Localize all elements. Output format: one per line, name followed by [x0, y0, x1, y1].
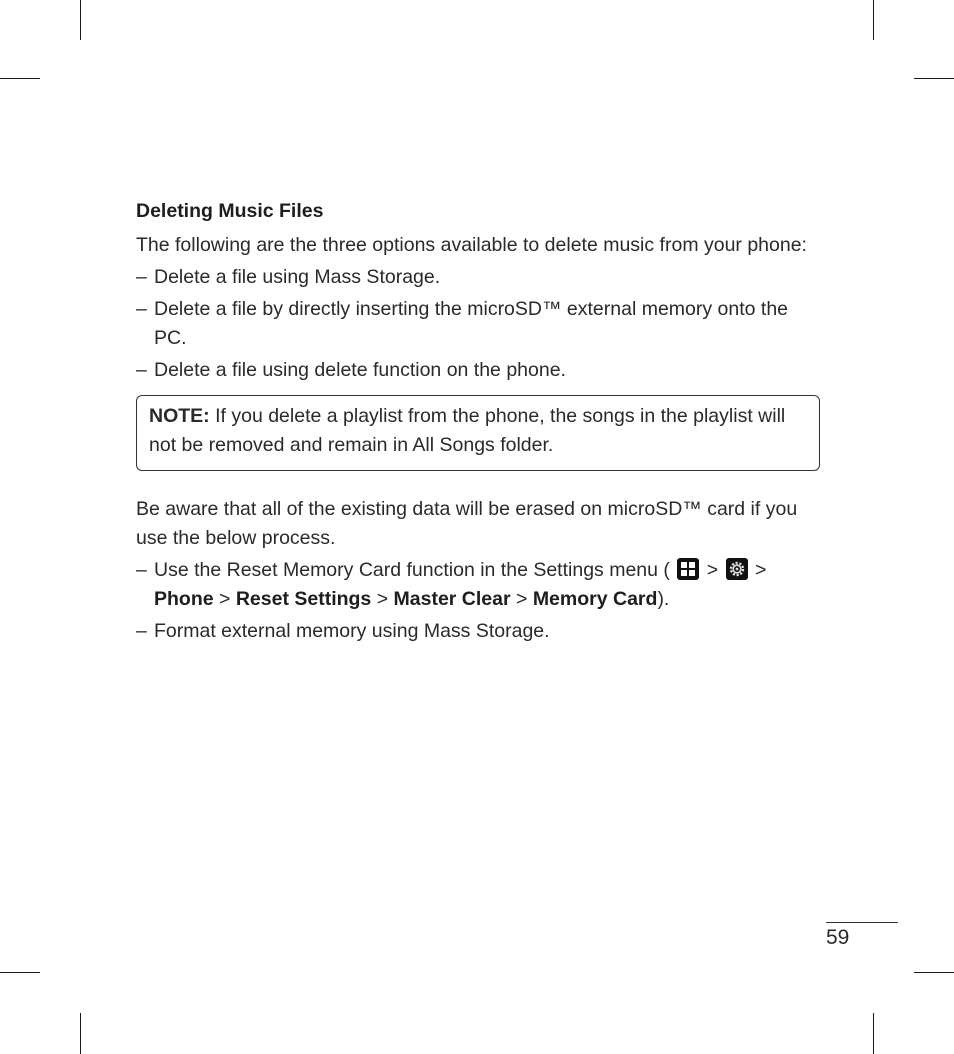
- list-item: – Delete a file using delete function on the phone.: [136, 356, 820, 385]
- list-item: – Format external memory using Mass Storage.: [136, 617, 820, 646]
- note-label: NOTE:: [149, 405, 210, 427]
- menu-path-master-clear: Master Clear: [393, 588, 511, 610]
- page-content: [136, 200, 820, 649]
- bullet-dash: –: [136, 620, 147, 642]
- list-item: – Delete a file using Mass Storage.: [136, 263, 820, 292]
- list-item: – Delete a file by directly inserting the microSD™ external memory onto the PC.: [136, 295, 820, 353]
- list-item: – Use the Reset Memory Card function in the Settings menu ( > > Phone > Reset Settings > Master Clear > Memory Card).: [136, 556, 820, 614]
- bullet-dash: –: [136, 559, 147, 581]
- menu-path-memory-card: Memory Card: [532, 588, 658, 610]
- bullet-dash: –: [136, 298, 147, 320]
- bullet-dash: –: [136, 359, 147, 381]
- section-heading: Deleting Music Files: [136, 200, 324, 222]
- menu-path-reset-settings: Reset Settings: [235, 588, 372, 610]
- process-steps-list: [136, 556, 820, 646]
- crop-mark: [0, 972, 40, 973]
- bullet-dash: –: [136, 266, 147, 288]
- crop-mark: [873, 1013, 874, 1054]
- crop-mark: [80, 0, 81, 40]
- settings-gear-icon: [726, 558, 748, 580]
- menu-path-phone: Phone: [154, 588, 214, 610]
- note-text: If you delete a playlist from the phone, the songs in the playlist will not be removed and remain in All Songs folder.: [149, 405, 786, 456]
- page-number: 59: [826, 926, 850, 949]
- crop-mark: [0, 78, 40, 79]
- apps-grid-icon: [677, 558, 699, 580]
- crop-mark: [914, 78, 954, 79]
- crop-mark: [873, 0, 874, 40]
- delete-options-list: [136, 263, 820, 385]
- warning-paragraph: Be aware that all of the existing data will be erased on microSD™ card if you use the below process.: [136, 498, 798, 549]
- crop-mark: [914, 972, 954, 973]
- footer-rule: [826, 922, 898, 923]
- note-box: [136, 395, 820, 471]
- crop-mark: [80, 1013, 81, 1054]
- intro-paragraph: The following are the three options available to delete music from your phone:: [136, 234, 807, 256]
